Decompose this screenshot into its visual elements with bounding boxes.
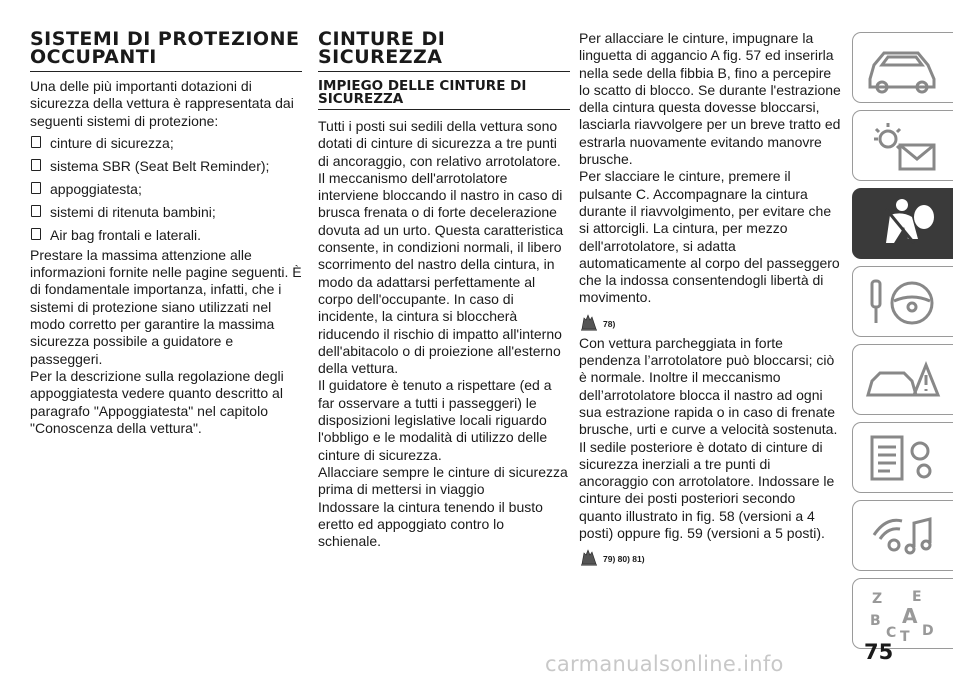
list-item: Air bag frontali e laterali. xyxy=(30,224,302,247)
svg-text:C: C xyxy=(886,624,897,641)
tab-safety[interactable] xyxy=(852,188,953,259)
warning-lights-icon xyxy=(864,117,942,175)
tab-starting-driving[interactable] xyxy=(852,266,953,337)
list-item: appoggiatesta; xyxy=(30,178,302,201)
checkbox-bullet-icon xyxy=(31,182,41,194)
tab-knowing-the-car[interactable] xyxy=(852,32,953,103)
warning-reference: 79) 80) 81) xyxy=(579,548,841,566)
tab-multimedia[interactable] xyxy=(852,500,953,571)
column-middle xyxy=(318,30,570,550)
steering-wheel-icon xyxy=(864,273,942,331)
breakdown-icon xyxy=(864,351,942,409)
svg-text:T: T xyxy=(900,628,910,643)
paragraph: Indossare la cintura tenendo il busto eretto ed appoggiato contro lo schienale. xyxy=(318,498,543,550)
car-icon xyxy=(864,39,942,97)
seatbelt-airbag-icon xyxy=(864,195,942,253)
protection-list xyxy=(30,132,302,247)
warning-reference: 78) xyxy=(579,313,841,331)
paragraph: Tutti i posti sui sedili della vettura sono dotati di cinture di sicurezza a tre punti di ancoraggio, con relativo arrotolatore. xyxy=(318,118,561,169)
svg-text:D: D xyxy=(922,622,934,639)
watermark-text: carmanualsonline.info xyxy=(545,652,784,676)
list-item: sistemi di ritenuta bambini; xyxy=(30,201,302,224)
list-item: cinture di sicurezza; xyxy=(30,132,302,155)
paragraph: Allacciare sempre le cinture di sicurezza prima di mettersi in viaggio xyxy=(318,463,568,498)
svg-text:E: E xyxy=(912,588,922,605)
svg-text:Z: Z xyxy=(872,590,883,607)
svg-text:B: B xyxy=(870,612,881,629)
paragraph: Per la descrizione sulla regolazione degli appoggiatesta vedere quanto descritto al paragrafo "Appoggiatesta" nel capitolo "Conoscenza della vettura". xyxy=(30,367,284,436)
page-number: 75 xyxy=(864,640,894,664)
column-left xyxy=(30,30,302,437)
index-icon xyxy=(864,585,942,643)
tab-emergency[interactable] xyxy=(852,344,953,415)
tab-maintenance[interactable] xyxy=(852,422,953,493)
checkbox-bullet-icon xyxy=(31,159,41,171)
intro-paragraph: Una delle più importanti dotazioni di sicurezza della vettura è rappresentata dai seguenti sistemi di protezione: xyxy=(30,78,294,129)
svg-text:A: A xyxy=(902,603,918,628)
section-heading: CINTURE DI SICUREZZA xyxy=(318,30,570,72)
paragraph: Prestare la massima attenzione alle informazioni fornite nelle pagine seguenti. È di fondamentale importanza, infatti, che i sistemi di protezione siano utilizzati nel modo corretto per garantire la massima sicurezza possibile a guidatore e passeggeri. xyxy=(30,246,302,367)
checkbox-bullet-icon xyxy=(31,228,41,240)
checkbox-bullet-icon xyxy=(31,205,41,217)
paragraph: Il sedile posteriore è dotato di cinture di sicurezza inerziali a tre punti di ancoraggio con arrotolatore. Indossare le cinture dei posti posteriori secondo quanto illustrato in fig. 58 (versioni a 4 posti) oppure fig. 59 (versioni a 5 posti). xyxy=(579,438,835,542)
paragraph: Per slacciare le cinture, premere il pulsante C. Accompagnare la cintura durante il riavvolgimento, per evitare che si attorcigli. La cintura, per mezzo dell'arrotolatore, si adatta automaticamente al corpo del passeggero che la indossa consentendogli libertà di movimento. xyxy=(579,168,840,306)
checkbox-bullet-icon xyxy=(31,136,41,148)
warning-hand-icon xyxy=(579,313,599,331)
paragraph: Il meccanismo dell'arrotolatore interviene bloccando il nastro in caso di brusca frenata o di forte decelerazione dovuta ad un urto. Questa caratteristica consente, in condizioni normali, il libero scorrimento del nastro della cintura, in modo da adattarsi perfettamente al corpo dell'occupante. In caso di incidente, la cintura si bloccherà riducendo il rischio di impatto all'interno dell'abitacolo o di proiezione all'esterno della vettura. xyxy=(318,169,564,377)
tab-index[interactable] xyxy=(852,578,953,649)
paragraph: Per allacciare le cinture, impugnare la linguetta di aggancio A fig. 57 ed inserirla nella sede della fibbia B, fino a percepire lo scatto di blocco. Se durante l'estrazione della cintura questa dovesse bloccarsi, lasciarla riavvolgere per un breve tratto ed estrarla nuovamente evitando manovre brusche. xyxy=(579,30,841,168)
multimedia-icon xyxy=(864,507,942,565)
warning-hand-icon xyxy=(579,548,599,566)
list-item: sistema SBR (Seat Belt Reminder); xyxy=(30,155,302,178)
paragraph: Il guidatore è tenuto a rispettare (ed a far osservare a tutti i passeggeri) le disposizioni legislative locali riguardo l'obbligo e le modalità di utilizzo delle cinture di sicurezza. xyxy=(318,377,552,463)
section-heading: SISTEMI DI PROTEZIONE OCCUPANTI xyxy=(30,30,302,72)
column-right xyxy=(579,30,841,570)
tab-warning-lights[interactable] xyxy=(852,110,953,181)
chapter-sidebar xyxy=(852,32,960,656)
maintenance-icon xyxy=(864,429,942,487)
paragraph: Con vettura parcheggiata in forte pendenza l’arrotolatore può bloccarsi; ciò è normale. Inoltre il meccanismo dell’arrotolatore blocca il nastro ad ogni sua estrazione rapida o in caso di frenate brusche, urti e curve a velocità sostenuta. xyxy=(579,334,838,438)
sub-heading: IMPIEGO DELLE CINTURE DI SICUREZZA xyxy=(318,80,570,110)
